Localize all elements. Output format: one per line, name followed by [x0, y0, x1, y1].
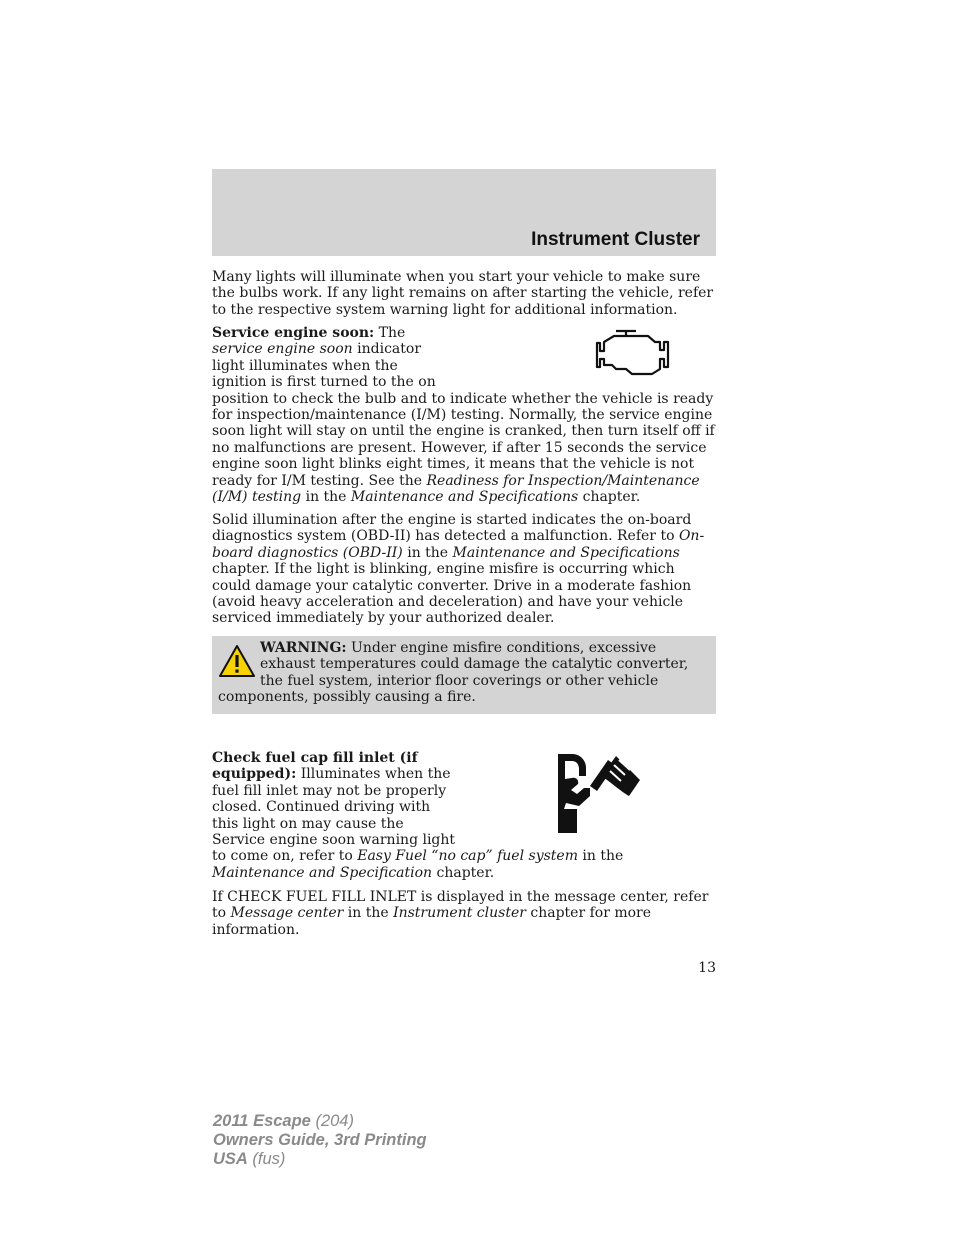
page-number: 13: [698, 960, 716, 976]
service-engine-text-2: indicator light illuminates when the ignition is first turned to the on position to check the bulb and to indicate whether the vehicle is ready for inspection/maintenance (I/M) testing. Normally, the service engine soon light will stay on until the engine is cranked, then turn itself off if no malfunctions are present. However, if after 15 seconds the service engine soon light blinks eight times, it means that the vehicle is not ready for I/M testing. See the: [212, 341, 715, 489]
footer-model: 2011 Escape: [213, 1112, 311, 1130]
service-engine-paragraph: [212, 325, 716, 505]
warning-box: [212, 636, 716, 714]
fuel-cap-text-3: chapter.: [432, 864, 495, 881]
footer-line-1: [213, 1112, 427, 1131]
service-engine-text-4: chapter.: [578, 489, 641, 506]
footer-guide: Owners Guide, 3rd Printing: [213, 1131, 427, 1149]
service-engine-italic-3: Maintenance and Specifications: [350, 489, 579, 506]
footer-market: USA: [213, 1150, 248, 1168]
solid-text-1: Solid illumination after the engine is started indicates the on-board diagnostics system (OBD-II) has detected a malfunction. Refer to: [212, 512, 692, 545]
section-header: [212, 169, 716, 256]
fuel-cap-text-2: in the: [577, 848, 624, 865]
warning-label: WARNING:: [260, 640, 347, 656]
service-engine-text-1: The: [374, 325, 406, 341]
footer-model-code: (204): [310, 1112, 354, 1130]
service-engine-italic-2: Readiness for Inspection/Maintenance (I/M) testing: [212, 472, 700, 506]
check-fuel-italic-1: Message center: [230, 905, 344, 922]
check-fuel-paragraph: [212, 889, 716, 938]
intro-paragraph: [212, 269, 716, 318]
footer-market-code: (fus): [247, 1150, 286, 1168]
fuel-cap-paragraph: [212, 750, 716, 881]
footer-line-3: [213, 1150, 427, 1169]
fuel-cap-lead: Check fuel cap fill inlet (if equipped):: [212, 750, 418, 783]
check-fuel-italic-2: Instrument cluster: [393, 905, 526, 922]
warning-text: Under engine misfire conditions, excessive exhaust temperatures could damage the catalytic converter, the fuel system, interior floor coverings or other vehicle components, possibly causing a fire.: [218, 640, 689, 706]
check-fuel-text-2: in the: [343, 905, 394, 922]
fuel-cap-italic-2: Maintenance and Specification: [212, 864, 433, 881]
solid-illumination-paragraph: [212, 512, 716, 627]
check-engine-icon: [466, 325, 716, 381]
solid-text-3: chapter. If the light is blinking, engine misfire is occurring which could damage your catalytic converter. Drive in a moderate fashion (avoid heavy acceleration and deceleration) and have your vehicle serviced immediately by your authorized dealer.: [212, 561, 692, 627]
service-engine-lead: Service engine soon:: [212, 325, 375, 341]
footer-line-2: [213, 1131, 427, 1150]
footer: [213, 1112, 427, 1169]
fuel-cap-icon: [466, 750, 716, 834]
fuel-cap-italic-1: Easy Fuel “no cap” fuel system: [357, 848, 578, 865]
fuel-cap-text-1: Illuminates when the fuel fill inlet may not be properly closed. Continued driving with this light on may cause the Service engine soon warning light to come on, refer to: [212, 766, 456, 865]
check-fuel-text-1: If CHECK FUEL FILL INLET is displayed in the message center, refer to: [212, 889, 709, 922]
check-fuel-text-3: chapter for more information.: [212, 905, 652, 938]
service-engine-italic-1: service engine soon: [212, 341, 353, 358]
intro-text: Many lights will illuminate when you start your vehicle to make sure the bulbs work. If any light remains on after starting the vehicle, refer to the respective system warning light for additional information.: [212, 269, 714, 318]
warning-triangle-icon: [218, 644, 256, 678]
solid-text-2: in the: [402, 544, 453, 561]
service-engine-text-3: in the: [301, 489, 351, 506]
solid-italic-1: On-board diagnostics (OBD-II): [212, 528, 705, 561]
section-title: Instrument Cluster: [531, 229, 700, 250]
solid-italic-2: Maintenance and Specifications: [452, 544, 680, 561]
